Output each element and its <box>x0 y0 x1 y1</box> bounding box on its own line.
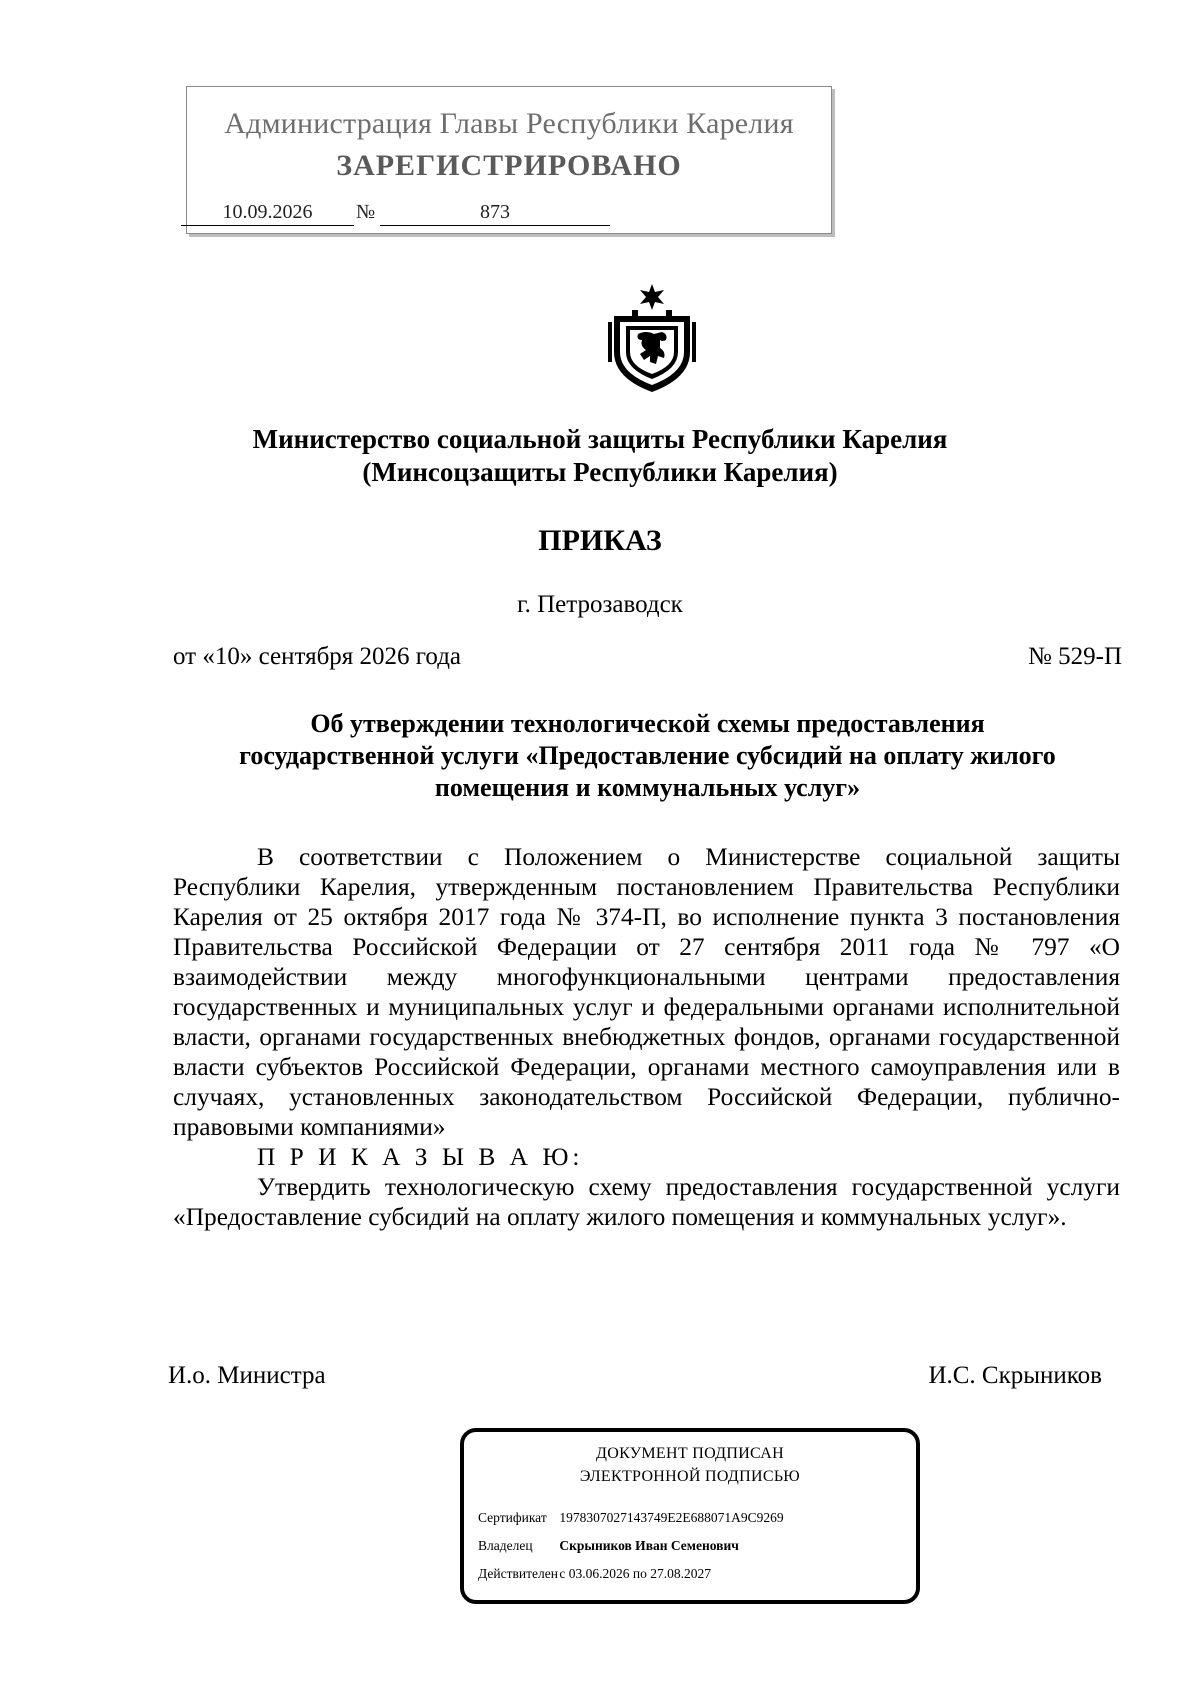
ministry-name <box>0 423 1200 489</box>
esign-certificate-label: Сертификат <box>478 1510 547 1525</box>
title-line: государственной услуги «Предоставление субсидий на оплату жилого <box>239 741 1056 770</box>
document-number: № 529-П <box>1028 643 1122 670</box>
esign-owner-label: Владелец <box>478 1538 533 1553</box>
registration-status: ЗАРЕГИСТРИРОВАНО <box>336 149 682 182</box>
esign-certificate-value: 1978307027143749E2E688071A9C9269 <box>559 1510 784 1525</box>
registration-number: 873 <box>380 201 610 226</box>
signer-role: И.о. Министра <box>168 1362 326 1389</box>
electronic-signature-stamp <box>460 1428 920 1604</box>
ministry-short-name: (Минсоцзащиты Республики Карелия) <box>362 457 838 487</box>
esign-header <box>464 1442 916 1488</box>
esign-validity-value: с 03.06.2026 по 27.08.2027 <box>559 1566 711 1581</box>
registration-stamp <box>186 86 832 234</box>
esign-certificate-row <box>478 1510 784 1526</box>
document-body <box>173 842 1120 1232</box>
document-city: г. Петрозаводск <box>517 591 683 618</box>
body-paragraph-basis: В соответствии с Положением о Министерстве социальной защиты Республики Карелия, утвержденным постановлением Правительства Республики Карелия от 25 октября 2017 года № 374-П, во исполнение пункта 3 постановления Правительства Российской Федерации от 27 сентября 2011 года № 797 «О взаимодействии между многофункциональными центрами предоставления государственных и муниципальных услуг и федеральными органами исполнительной власти, органами государственных внебюджетных фондов, органами государственной власти субъектов Российской Федерации, органами местного самоуправления или в случаях, установленных законодательством Российской Федерации, публично-правовыми компаниями» <box>173 843 1120 1141</box>
registration-authority: Администрация Главы Республики Карелия <box>224 107 794 140</box>
title-line: помещения и коммунальных услуг» <box>434 773 861 802</box>
registration-details <box>181 201 781 227</box>
esign-header-line: ЭЛЕКТРОННОЙ ПОДПИСЬЮ <box>579 1468 801 1485</box>
signer-name: И.С. Скрыников <box>928 1362 1102 1389</box>
document-title <box>175 708 1120 804</box>
registration-date: 10.09.2026 <box>181 201 354 226</box>
title-line: Об утверждении технологической схемы предоставления <box>310 709 985 738</box>
karelia-coat-of-arms-icon <box>606 282 698 394</box>
esign-validity-label: Действителен <box>478 1566 558 1581</box>
document-type: ПРИКАЗ <box>538 524 662 557</box>
esign-validity-row <box>478 1566 711 1582</box>
order-directive: П Р И К А З Ы В А Ю: <box>257 1143 584 1171</box>
ministry-full-name: Министерство социальной защиты Республики Карелия <box>252 424 948 454</box>
body-paragraph-order: Утвердить технологическую схему предоставления государственной услуги «Предоставление субсидий на оплату жилого помещения и коммунальных услуг». <box>173 1173 1120 1231</box>
document-date: от «10» сентября 2026 года <box>173 643 462 670</box>
esign-owner-row <box>478 1538 739 1554</box>
esign-header-line: ДОКУМЕНТ ПОДПИСАН <box>596 1445 784 1462</box>
esign-owner-value: Скрыников Иван Семенович <box>559 1538 739 1553</box>
registration-number-sign: № <box>356 201 376 223</box>
